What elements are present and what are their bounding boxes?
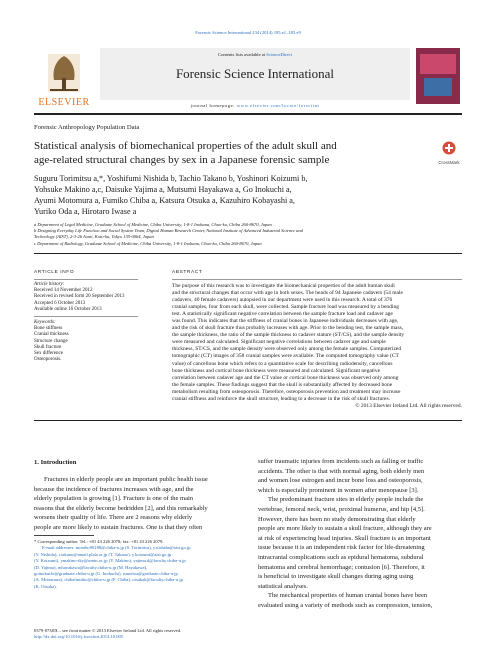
intro-line: at risk of experiencing head injuries. Skull fracture is an important [258,534,431,542]
crossmark-badge[interactable] [432,141,466,165]
abstract-bottom-rule [34,420,462,421]
intro-line: intracranial complications such as epidural hematoma, subdural [258,553,424,561]
intro-left-column [34,475,244,533]
intro-line: people are more likely to sustain a skull fracture, although they are [258,525,432,533]
abstract-line: bone thickness and cortical bone thickness were measured and calculated. Significant negative [172,367,381,374]
abstract-rule [172,279,462,280]
journal-title: Forensic Science International [175,66,335,81]
article-info-rule [34,279,138,280]
journal-cover-image [416,48,460,104]
abstract-line: The purpose of this research was to investigate the biomechanical properties of the adult human skull [172,283,395,289]
abstract-line: and the risk of skull fracture thus probably increases with age. Prior to the bending test, the sample mass, [172,325,404,332]
abstract-line: tomographic (CT) images of 358 cranial samples were available. The computed tomography value (CT [172,353,399,360]
article-history [34,282,144,313]
abstract-heading: ABSTRACT [172,270,203,275]
history-online: Available online 16 October 2013 [34,306,102,312]
front-matter-line: 0379-0738/$ – see front matter © 2013 Elsevier Ireland Ltd. All rights reserved. [34,628,182,633]
crossmark-label: CrossMark [438,160,460,165]
affiliation-b: b Designing Everyday Life Function and Social System Team, Digital Human Research Center, National Institute of Advanced Industrial Science and [34,228,303,234]
homepage-link[interactable]: www.elsevier.com/locate/forsciint [236,103,320,108]
email-line[interactable]: (Y. Koizumi), ymakino-tky@umin.ac.jp (Y. Makino), yajima.d@faculty.chiba-u.jp [34,558,186,564]
article-title [34,139,434,167]
author-line: Suguru Torimitsu a,*, Yoshifumi Nishida b, Tachio Takano b, Yoshinori Koizumi b, [34,174,308,183]
abstract-line: thickness, ST/CS, and the sample density were observed only among the female samples. Computerized [172,346,402,353]
intro-line: evaluated using a variety of methods such as compression, tension, [258,601,433,609]
history-accepted: Accepted 6 October 2013 [34,300,86,306]
homepage-prefix: journal homepage: [190,103,237,108]
crossmark-icon [442,141,456,155]
abstract-line: the sample thickness, the ratio of the sample thickness to cadaver stature (ST/CS), and the sample density [172,332,405,339]
intro-line: because the incidence of fractures increases with age, and the [34,485,194,493]
email-line[interactable]: (Y. Nishida), t.takano@amail.plala.or.jp (T. Takano), y.koizumi@aist.go.jp [34,551,172,557]
keywords-rule [34,316,138,317]
intro-line: which is especially prominent in women after menopause [3]. [258,486,419,494]
intro-line: The predominant fracture sites in elderly people include the [268,496,424,504]
intro-line: worsens their quality of life. There are 2 reasons why elderly [34,514,193,522]
header-rule [34,113,462,115]
abstract-line: test. A statistically significant negative correlation between the sample fracture load and cadaver age [172,311,393,318]
keyword: Bone stiffness [34,326,63,332]
history-received: Received 14 November 2012 [34,288,93,294]
intro-line: vertebrae, femoral neck, wrist, proximal humerus, and hip [4,5]. [258,505,425,513]
intro-line: statistical analyses. [258,582,308,590]
section-label: Forensic Anthropology Population Data [34,124,140,131]
abstract-line: and the structural changes that occur with age in both sexes. The heads of 94 Japanese cadavers (54 male [172,290,403,297]
keyword: Skull fracture [34,344,62,350]
contents-prefix: Contents lists available at [218,52,267,57]
front-matter [34,628,181,641]
intro-line: is beneficial to investigate skull changes during aging using [258,573,414,581]
author-line: Yuriko Oda a, Hirotaro Iwase a [34,207,137,216]
intro-line: issue because it is an independent risk factor for life-threatening [258,544,425,552]
abstract-line: metabolism resulting from osteoporosis. Therefore, osteoporosis prevention and treatment may increase [172,388,401,395]
keyword: Osteoporosis. [34,357,62,363]
intro-line: and women lose estrogen and incur bone loss and osteoporosis, [258,477,423,485]
intro-line: reasons that the elderly become bedridden [2], and this remarkably [34,504,208,512]
sciencedirect-link[interactable]: ScienceDirect [266,52,292,57]
keyword: Sex difference [34,351,63,357]
keyword: Cranial thickness [34,332,69,338]
title-line-1: Statistical analysis of biomechanical properties of the adult skull and [34,140,337,152]
abstract-line: cadavers, 40 female cadavers) autopsied in our department were used in this research. A total of 376 [172,297,393,304]
homepage-line [100,103,410,109]
email-line[interactable]: E-mail addresses: mombo90188@chiba-u.jp (S. Torimitsu), y.nishida@aist.go.jp [42,545,191,551]
affiliation-a: a Department of Legal Medicine, Graduate School of Medicine, Chiba University, 1-8-1 Inohana, Chuo-ku, Chiba 260-8670, Japan [34,222,272,227]
intro-line: people are more likely to sustain fractures. One is that they often [34,523,203,531]
history-label: Article history: [34,282,65,287]
email-line[interactable]: goinokuchi@graduate.chiba-u.jp (G. Inokuchi), tsunetoa@graduate.chiba-u.jp [34,571,178,577]
abstract-line: value) of cancellous bone which refers to a quantitative scale for describing radiodensity, cancellous [172,360,393,367]
contents-line [100,52,410,58]
history-revised: Received in revised form 20 September 2013 [34,294,125,300]
email-line[interactable]: (D. Yajima), mhayakawa@faculty.chiba-u.jp (M. Hayakawa), [34,564,148,570]
intro-line: accidents. The other is that with normal aging, both elderly men [258,467,425,475]
affiliations [34,222,462,247]
intro-right-column [258,457,464,611]
affiliation-b-cont: Technology (AIST), 2-3-26 Aomi, Koto-ku, Tokyo 135-0064, Japan [34,234,154,240]
abstract-body [172,283,462,410]
abstract-line: were measured and calculated. Significant negative correlations between cadaver age and sample [172,339,386,346]
article-info-heading: ARTICLE INFO [34,270,75,275]
abstract-line: the female samples. These findings suggest that the skull is substantially affected by decreased bone [172,381,393,388]
journal-header-box [100,48,410,100]
abstract-line: was found. This indicates that the stiffness of cranial bones in Japanese individuals decreases with age, [172,318,399,325]
abstract-line: cranial stiffness and reinforce the skull structure, leading to a decrease in the risk of skull fractures. [172,395,390,402]
elsevier-logo [34,50,94,108]
affiliation-c: c Department of Radiology, Graduate School of Medicine, Chiba University, 1-8-1 Inohana, Chuo-ku, Chiba 260-8670, Japan [34,240,262,246]
email-line[interactable]: (A. Motomura), chibafumiko@chiba-u.jp (F. Chiba), otsukak@faculty.chiba-u.jp [34,577,183,583]
affiliation-rule [34,253,462,254]
keywords-label: Keywords: [34,320,56,325]
title-line-2: age-related structural changes by sex in a Japanese forensic sample [34,154,330,166]
abstract-line: cranial samples, four from each skull, were collected. Sample fracture load was measured by a bending [172,304,399,311]
author-list [34,173,434,217]
footnote [34,539,246,590]
intro-line: However, there has been no study demonstrating that elderly [258,515,416,523]
intro-line: suffer traumatic injuries from incidents such as falling or traffic [258,458,424,465]
corresponding-author: * Corresponding author. Tel.: +81 43 226 2078; fax: +81 43 226 2079. [34,539,164,544]
footnote-rule [34,535,94,536]
journal-citation[interactable]: Forensic Science International 234 (2014) 185.e1–185.e9 [195,30,301,35]
author-line: Ayumi Motomura a, Fumiko Chiba a, Katsura Otsuka a, Kazuhiro Kobayashi a, [34,196,295,205]
intro-line: elderly population is growing [1]. Fracture is one of the main [34,495,194,503]
email-line[interactable]: (K. Otsuka). [34,583,57,589]
author-line: Yohsuke Makino a,c, Daisuke Yajima a, Mutsumi Hayakawa a, Go Inokuchi a, [34,185,292,194]
intro-line: Fractures in elderly people are an important public health issue [44,476,208,483]
intro-line: hematoma and cerebral hemorrhage; contusion [6]. Therefore, it [258,563,425,571]
abstract-copyright: © 2013 Elsevier Ireland Ltd. All rights reserved. [355,402,462,409]
abstract-line: correlation between cadaver age and the CT value or cortical bone thickness was observed only among [172,374,399,381]
publisher-name: ELSEVIER [38,97,90,108]
keywords [34,320,144,363]
intro-line: The mechanical properties of human cranial bones have been [268,592,428,600]
intro-heading: 1. Introduction [34,459,77,466]
keyword: Structure change [34,338,68,344]
doi-link[interactable]: http://dx.doi.org/10.1016/j.forsciint.2013.10.005 [34,634,124,640]
